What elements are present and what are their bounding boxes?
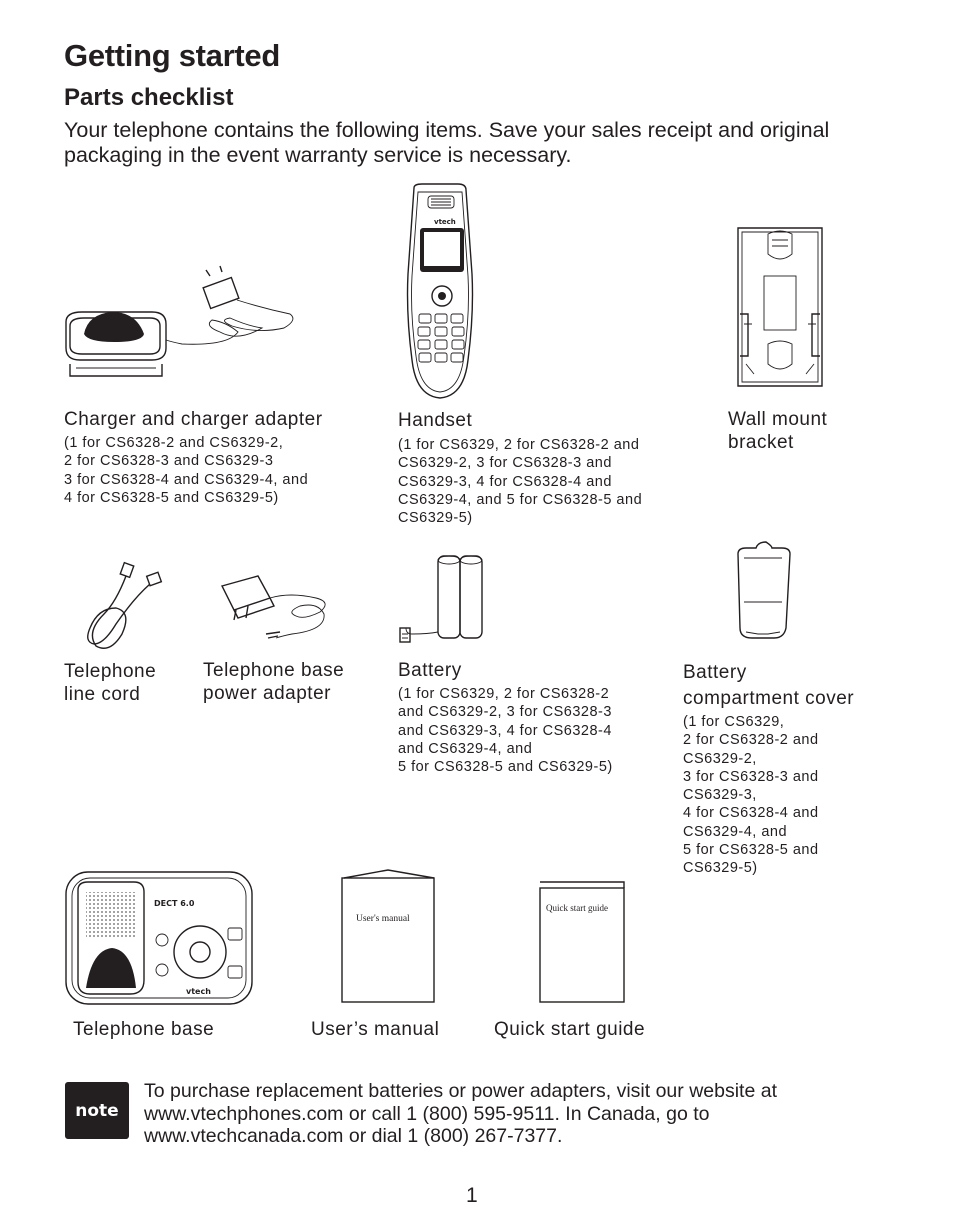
battery-detail: (1 for CS6329, 2 for CS6328-2 and CS6329-2, 3 for CS6328-3 and CS6329-3, 4 for CS6328-4 and CS6329-4, and 5 for CS6328-5 and CS6329-5)	[398, 686, 613, 776]
telephone-base-illustration	[64, 870, 254, 1006]
charger-detail: (1 for CS6328-2 and CS6329-2, 2 for CS6328-3 and CS6329-3 3 for CS6328-4 and CS6329-4, and 4 for CS6328-5 and CS6329-5)	[64, 435, 309, 506]
handset-label: Handset	[398, 410, 473, 431]
line-cord-illustration	[76, 562, 168, 652]
handset-detail: (1 for CS6329, 2 for CS6328-2 and CS6329-2, 3 for CS6328-3 and CS6329-3, 4 for CS6328-4 and CS6329-4, and 5 for CS6328-5 and CS6329-5)	[398, 437, 643, 527]
wall-mount-illustration	[734, 224, 826, 390]
base-adapter-illustration	[220, 572, 342, 644]
users-manual-cover-text: User's manual	[356, 914, 410, 924]
quick-start-illustration	[538, 880, 628, 1006]
battery-illustration	[398, 552, 488, 648]
note-text: To purchase replacement batteries or power adapters, visit our website at www.vtechphones.com or call 1 (800) 595-9511. In Canada, go to www.vtechcanada.com or dial 1 (800) 267-7377.	[144, 1080, 777, 1147]
charger-label: Charger and charger adapter	[64, 409, 323, 430]
section-heading: Parts checklist	[64, 84, 234, 111]
line-cord-label: Telephone line cord	[64, 661, 157, 705]
base-logo: vtech	[186, 987, 211, 996]
intro-paragraph: Your telephone contains the following items. Save your sales receipt and original packaging in the event warranty service is necessary.	[64, 118, 830, 167]
page-number: 1	[466, 1184, 478, 1207]
base-dect-text: DECT 6.0	[154, 899, 195, 908]
quick-start-label: Quick start guide	[494, 1019, 646, 1040]
battery-label: Battery	[398, 660, 462, 681]
handset-illustration	[398, 184, 480, 400]
users-manual-illustration	[340, 866, 438, 1006]
base-adapter-label: Telephone base power adapter	[203, 660, 345, 704]
telephone-base-label: Telephone base	[73, 1019, 215, 1040]
battery-cover-label: Battery compartment cover	[683, 662, 855, 709]
battery-cover-detail: (1 for CS6329, 2 for CS6328-2 and CS6329-2, 3 for CS6328-3 and CS6329-3, 4 for CS6328-4 and CS6329-4, and 5 for CS6328-5 and CS6329-5)	[683, 714, 819, 877]
note-badge	[65, 1082, 129, 1139]
wall-mount-label: Wall mount bracket	[728, 409, 828, 453]
quick-start-cover-text: Quick start guide	[546, 903, 608, 913]
users-manual-label: User’s manual	[311, 1019, 440, 1040]
battery-cover-illustration	[734, 542, 792, 644]
note-badge-text: note	[75, 1100, 119, 1121]
charger-illustration	[62, 268, 302, 383]
page-title: Getting started	[64, 38, 280, 73]
handset-logo: vtech	[434, 218, 456, 226]
